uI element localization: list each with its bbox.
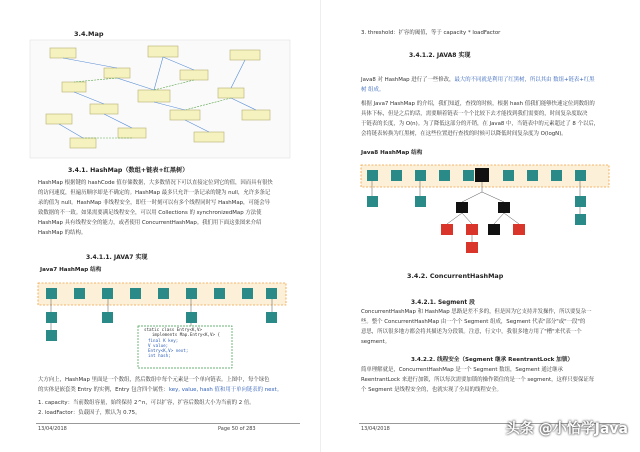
hashmap-para-line-2: 的访问速度，但遍历顺序却是不确定的。HashMap 最多只允许一条记录的键为 null，允许多条记 <box>38 190 271 196</box>
hashmap-heading: 3.4.1. HashMap（数组+链表+红黑树） <box>68 167 189 174</box>
java8-para-highlight: 最大的不同就是利用了红黑树，所以其由 数组+链表+红黑 <box>454 77 595 83</box>
footer-rule <box>36 423 300 424</box>
java7-hashmap-diagram <box>38 278 288 373</box>
hashmap-para-line-5: HashMap 具有线程安全的能力，或者使用 ConcurrentHashMap。我们用下面这张图来介绍 <box>38 220 262 226</box>
entry-box-line-3: final K key; <box>148 338 179 343</box>
right-page <box>320 0 640 452</box>
segment-para-line-3: 意思，所以很多地方都会将其描述为分段锁。注意，行文中，我很多地方用了"槽"来代表一个 <box>361 329 582 335</box>
java8-para2-line-3: 于链表的长度，为 O(n)。为了降低这部分的开销，在 Java8 中，当链表中的元素超过了 8 个以后， <box>361 121 600 127</box>
entry-box-line-6: int hash; <box>148 353 171 358</box>
java8-para-pre: Java8 对 HashMap 进行了一些修改， <box>361 77 455 83</box>
entry-box-line-2: implements Map.Entry<K,V> { <box>152 332 221 337</box>
java8-diagram-label: Java8 HashMap 结构 <box>361 150 423 156</box>
java7-subsection: 3.4.1.1. JAVA7 实现 <box>86 254 148 261</box>
java7-para-line-1: 大方向上，HashMap 里面是一个数组，然后数组中每个元素是一个单向链表。上图中，每个绿色 <box>38 377 270 383</box>
hashmap-para-line-1: HashMap 根据键的 hashCode 值存储数据，大多数情况下可以直接定位到它的值，因而具有很快 <box>38 180 273 186</box>
java7-diagram-label: Java7 HashMap 结构 <box>40 267 102 273</box>
section-title: 3.4.Map <box>74 30 104 38</box>
java8-para-line-1 <box>361 77 595 84</box>
list-loadfactor: 2. loadFactor：负载因子，默认为 0.75。 <box>38 410 141 416</box>
thread-safety-para-line-3: 个 Segment 是线程安全的，也就实现了全局的线程安全。 <box>361 387 502 393</box>
java8-subsection: 3.4.1.2. JAVA8 实现 <box>409 52 471 59</box>
segment-para-line-4: segment。 <box>361 339 391 345</box>
thread-safety-para-line-1: 简单理解就是，ConcurrentHashMap 是一个 Segment 数组，Segment 通过继承 <box>361 367 563 373</box>
list-threshold: 3. threshold：扩容的阈值，等于 capacity * loadFactor <box>361 30 501 36</box>
java8-hashmap-diagram <box>361 160 611 265</box>
java8-para2-line-2: 具体下标，但是之后的话，需要顺着链表一个个比较下去才能找到我们需要的，时间复杂度取决 <box>361 111 588 117</box>
java7-para-line-2-pre: 的实体是嵌套类 Entry 的实例，Entry 包含四个属性： <box>38 387 169 393</box>
java8-para-line-2: 树 组成。 <box>361 87 385 93</box>
java8-para2-line-1: 根据 Java7 HashMap 的介绍，我们知道，查找的时候，根据 hash 值我们能够快速定位到数组的 <box>361 101 595 107</box>
entry-box-line-1: static class Entry<K,V> <box>144 327 202 332</box>
segment-subsection: 3.4.2.1. Segment 段 <box>411 300 475 306</box>
entry-box-line-5: Entry<K,V> next; <box>148 348 189 353</box>
java7-para-line-2 <box>38 387 282 394</box>
thread-safety-subsection: 3.4.2.2. 线程安全（Segment 继承 ReentrantLock 加锁） <box>411 357 574 363</box>
segment-para-line-2: 些。整个 ConcurrentHashMap 由一个个 Segment 组成，Segment 代表"部分"或"一段"的 <box>361 319 586 325</box>
hashmap-para-line-4: 致数据的不一致。如果需要满足线程安全，可以用 Collections 的 synchronizedMap 方法使 <box>38 210 262 216</box>
map-class-diagram <box>30 40 290 160</box>
watermark: 头条 @小怡学Java <box>505 421 628 437</box>
concurrenthashmap-heading: 3.4.2. ConcurrentHashMap <box>407 272 504 280</box>
thread-safety-para-line-2: ReentrantLock 来进行加锁，所以每次需要加锁的操作锁住的是一个 segment，这样只要保证每 <box>361 377 595 383</box>
entry-box-line-4: V value; <box>148 343 169 348</box>
footer-date-right: 13/04/2018 <box>361 426 390 432</box>
java8-para2-line-4: 会将链表转换为红黑树，在这些位置进行查找的时候可以降低时间复杂度为 O(logN)。 <box>361 131 567 137</box>
java7-para-line-2-highlight: key, value, hash 值和用于单向链表的 next。 <box>168 387 283 393</box>
segment-para-line-1: ConcurrentHashMap 和 HashMap 思路是差不多的，但是因为它支持并发操作，所以要复杂一 <box>361 309 592 315</box>
list-capacity: 1. capacity：当前数组容量，始终保持 2^n，可以扩容，扩容后数组大小为当前的 2 倍。 <box>38 400 255 406</box>
hashmap-para-line-6: HashMap 的结构。 <box>38 230 87 236</box>
footer-page: Page 50 of 283 <box>218 426 256 432</box>
footer-date: 13/04/2018 <box>38 426 67 432</box>
hashmap-para-line-3: 录的值为 null。HashMap 非线程安全，即任一时刻可以有多个线程同时写 HashMap，可能会导 <box>38 200 270 206</box>
